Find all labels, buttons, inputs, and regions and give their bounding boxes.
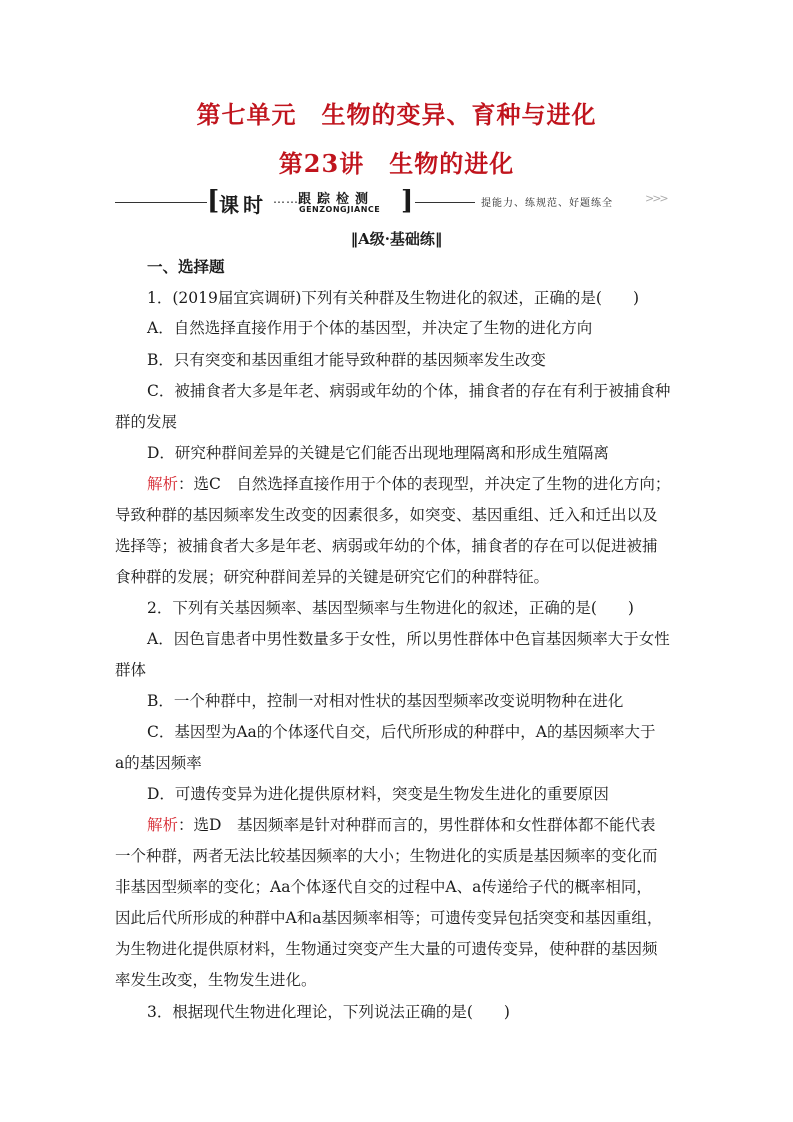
option-line: D．可遗传变异为进化提供原材料，突变是生物发生进化的重要原因 (147, 785, 609, 803)
analysis-line: 食种群的发展；研究种群间差异的关键是研究它们的种群特征。 (115, 568, 550, 586)
banner-bracket-right: ] (401, 186, 414, 216)
question-line: 1．(2019届宜宾调研)下列有关种群及生物进化的叙述，正确的是( ) (147, 289, 639, 307)
option-line: A．自然选择直接作用于个体的基因型，并决定了生物的进化方向 (147, 319, 593, 337)
option-line: C．基因型为Aa的个体逐代自交，后代所形成的种群中，A的基因频率大于 (147, 723, 656, 741)
banner-arrows-icon: >>> (645, 192, 667, 205)
banner-keshi: 课时 (219, 193, 267, 217)
analysis-line: 因此后代所形成的种群中A和a基因频率相等；可遗传变异包括突变和基因重组， (115, 909, 663, 927)
analysis-line: 解析：选C 自然选择直接作用于个体的表现型，并决定了生物的进化方向； (147, 475, 671, 493)
banner-tagline: 提能力、练规范、好题练全 (481, 198, 613, 209)
analysis-line: 解析：选D 基因频率是针对种群而言的，男性群体和女性群体都不能代表 (147, 816, 656, 834)
banner-pinyin: GENZONGJIANCE (299, 205, 381, 214)
banner-bracket-left: [ (207, 186, 220, 216)
analysis-label: 解析 (147, 816, 179, 834)
option-line: B．一个种群中，控制一对相对性状的基因型频率改变说明物种在进化 (147, 692, 624, 710)
analysis-line: 导致种群的基因频率发生改变的因素很多，如突变、基因重组、迁入和迁出以及 (115, 506, 658, 524)
analysis-line: 率发生改变，生物发生进化。 (115, 971, 317, 989)
analysis-line: 选择等；被捕食者大多是年老、病弱或年幼的个体，捕食者的存在可以促进被捕 (115, 537, 658, 555)
section-banner (115, 186, 675, 222)
option-line: A．因色盲患者中男性数量多于女性，所以男性群体中色盲基因频率大于女性 (147, 630, 670, 648)
question-line: 3．根据现代生物进化理论，下列说法正确的是( ) (147, 1003, 510, 1021)
option-line: a的基因频率 (115, 754, 202, 772)
analysis-label: 解析 (147, 475, 179, 493)
option-line: B．只有突变和基因重组才能导致种群的基因频率发生改变 (147, 351, 546, 369)
section-title: 一、选择题 (147, 257, 225, 276)
option-line: D．研究种群间差异的关键是它们能否出现地理隔离和形成生殖隔离 (147, 444, 609, 462)
analysis-line: 一个种群，两者无法比较基因频率的大小；生物进化的实质是基因频率的变化而 (115, 847, 658, 865)
question-line: 2．下列有关基因频率、基因型频率与生物进化的叙述，正确的是( ) (147, 599, 634, 617)
unit-title: 第七单元 生物的变异、育种与进化 (196, 100, 597, 129)
option-line: 群体 (115, 661, 147, 679)
analysis-line: 非基因型频率的变化；Aa个体逐代自交的过程中A、a传递给子代的概率相同， (115, 878, 652, 896)
analysis-line: 为生物进化提供原材料，生物通过突变产生大量的可遗传变异，使种群的基因频 (115, 940, 658, 958)
banner-dots: …… (273, 192, 299, 206)
option-line: 群的发展 (115, 413, 178, 431)
banner-rule-right (415, 202, 475, 203)
level-label: ‖A级·基础练‖ (350, 230, 443, 248)
banner-rule-left (115, 202, 207, 203)
banner-genzong: 跟踪检测 (298, 192, 375, 207)
lecture-title: 第23讲 生物的进化 (278, 149, 515, 178)
option-line: C．被捕食者大多是年老、病弱或年幼的个体，捕食者的存在有利于被捕食种 (147, 382, 671, 400)
